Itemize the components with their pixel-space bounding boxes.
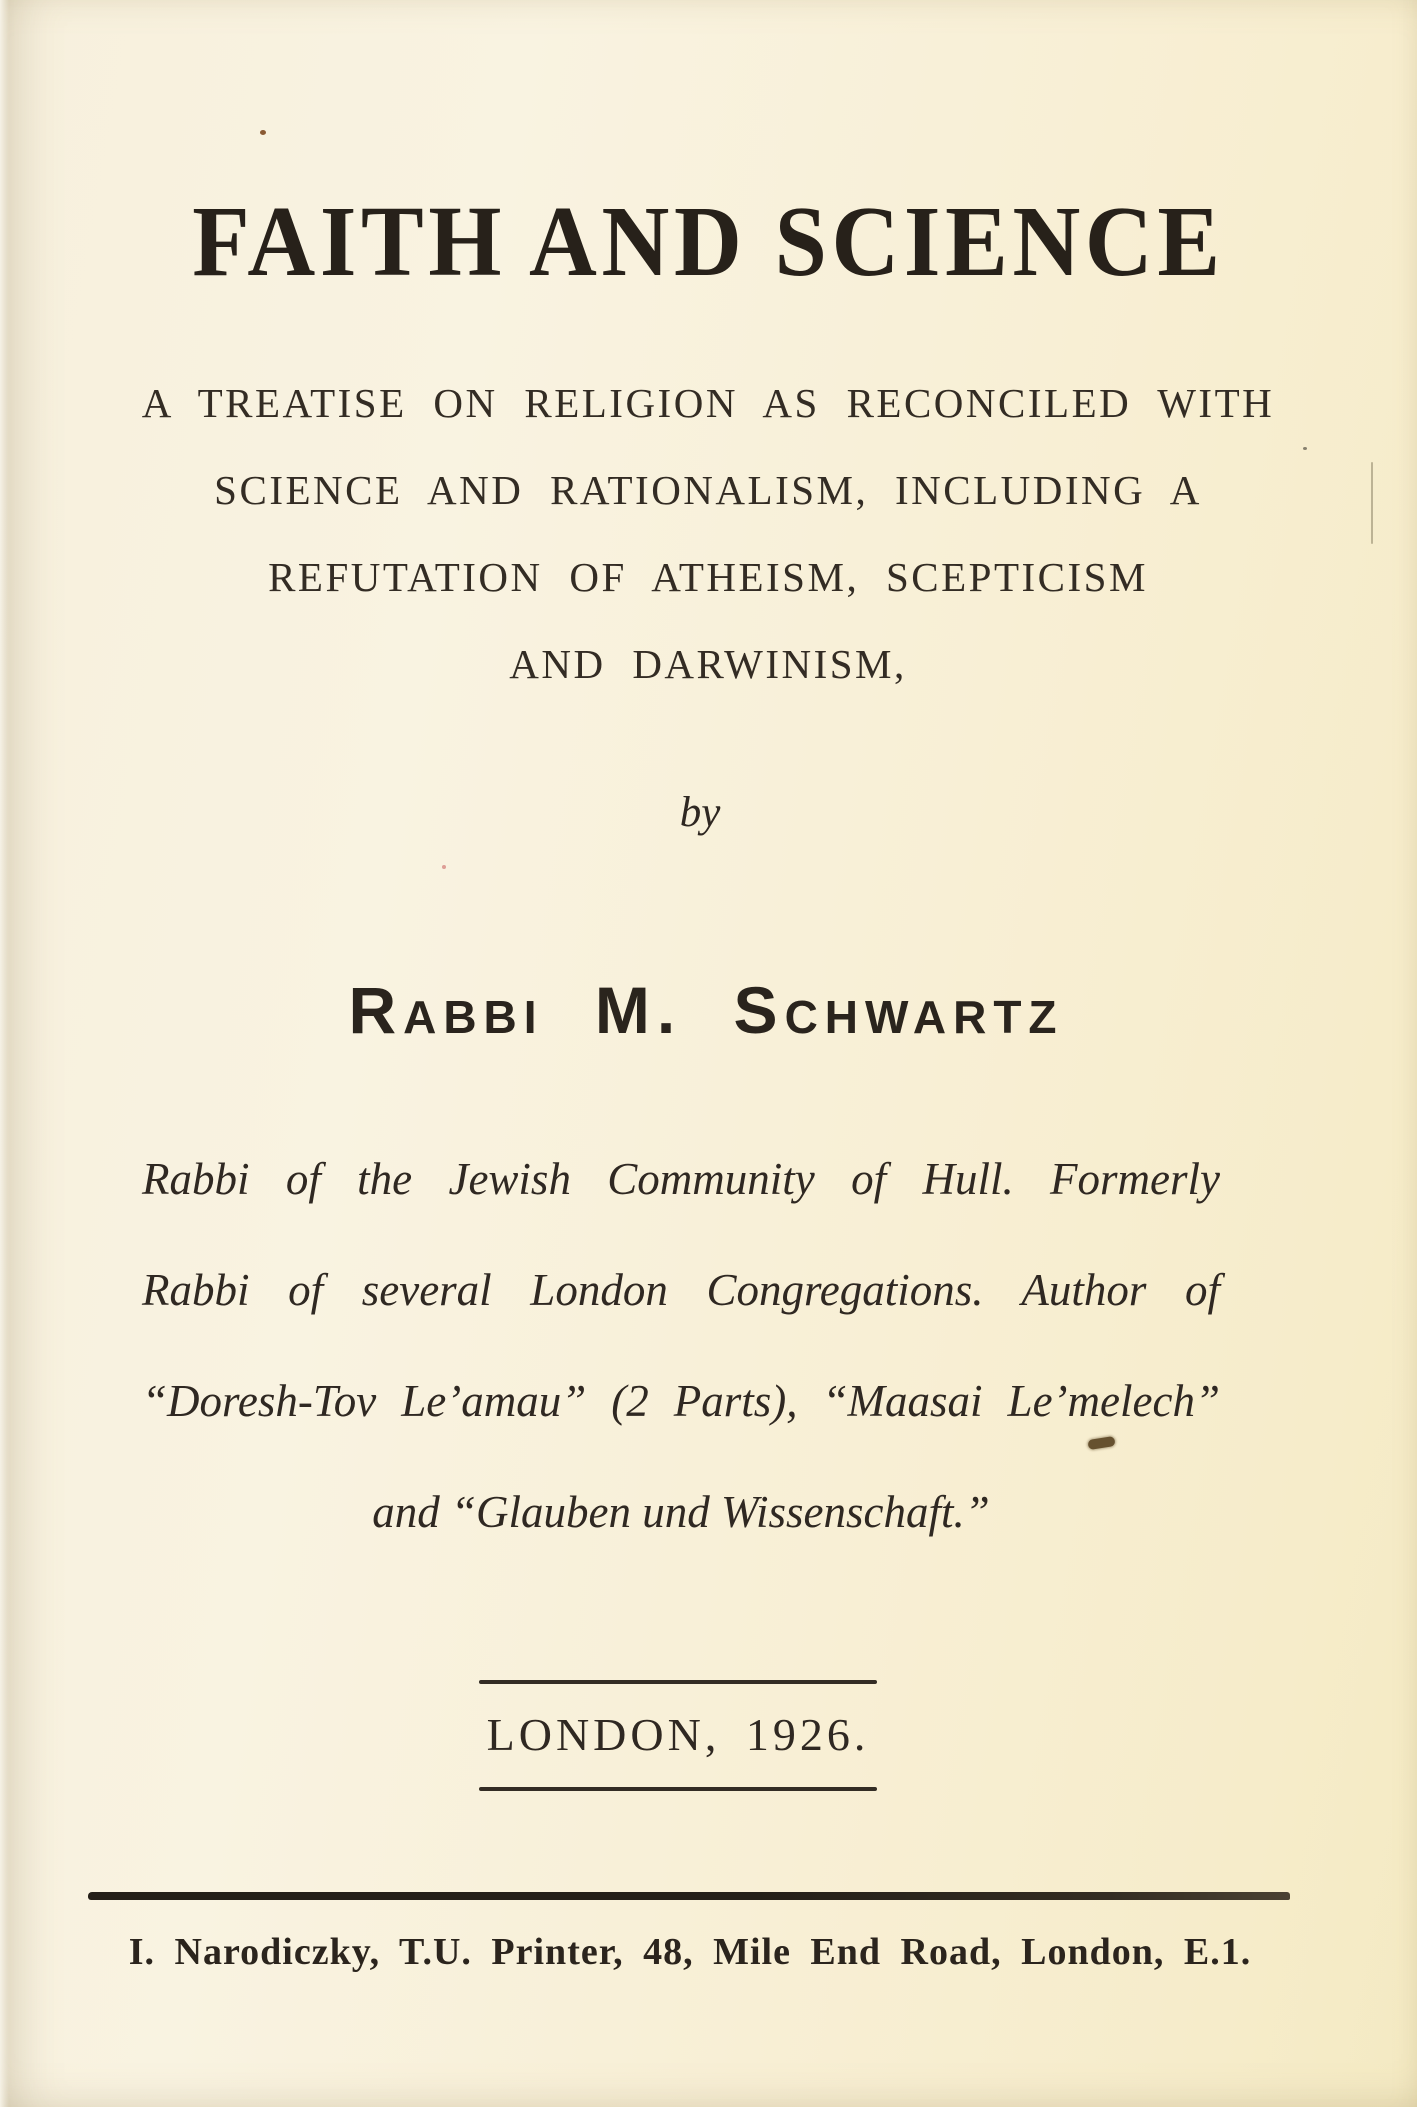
credentials-line: Rabbi of the Jewish Community of Hull. Formerly bbox=[142, 1154, 1220, 1204]
credentials-line: Rabbi of several London Congregations. Author of bbox=[142, 1265, 1220, 1315]
imprint-rule-bottom bbox=[479, 1787, 877, 1791]
book-subtitle bbox=[68, 360, 1348, 708]
byline: by bbox=[679, 789, 721, 836]
author-credentials bbox=[142, 1124, 1220, 1568]
author-name: Rabbi M. Schwartz bbox=[348, 973, 1064, 1047]
ink-speck bbox=[442, 865, 446, 869]
subtitle-line: SCIENCE AND RATIONALISM, INCLUDING A bbox=[214, 467, 1202, 513]
imprint-block bbox=[479, 1680, 877, 1791]
printer-credit: I. Narodiczky, T.U. Printer, 48, Mile End Road, London, E.1. bbox=[128, 1931, 1252, 1973]
imprint-place-date: LONDON, 1926. bbox=[486, 1709, 870, 1760]
credentials-line: and “Glauben und Wissenschaft.” bbox=[372, 1487, 990, 1537]
scan-scratch bbox=[1371, 462, 1373, 544]
footer-rule bbox=[88, 1892, 1290, 1900]
subtitle-line: A TREATISE ON RELIGION AS RECONCILED WITH bbox=[141, 380, 1275, 426]
book-title: FAITH AND SCIENCE bbox=[192, 185, 1225, 297]
subtitle-line: REFUTATION OF ATHEISM, SCEPTICISM bbox=[268, 554, 1148, 600]
ink-speck bbox=[260, 130, 266, 135]
subtitle-line: AND DARWINISM, bbox=[509, 641, 907, 687]
credentials-line: “Doresh-Tov Le’amau” (2 Parts), “Maasai Le’melech” bbox=[142, 1376, 1220, 1426]
ink-speck bbox=[1303, 447, 1307, 450]
imprint-rule-top bbox=[479, 1680, 877, 1684]
